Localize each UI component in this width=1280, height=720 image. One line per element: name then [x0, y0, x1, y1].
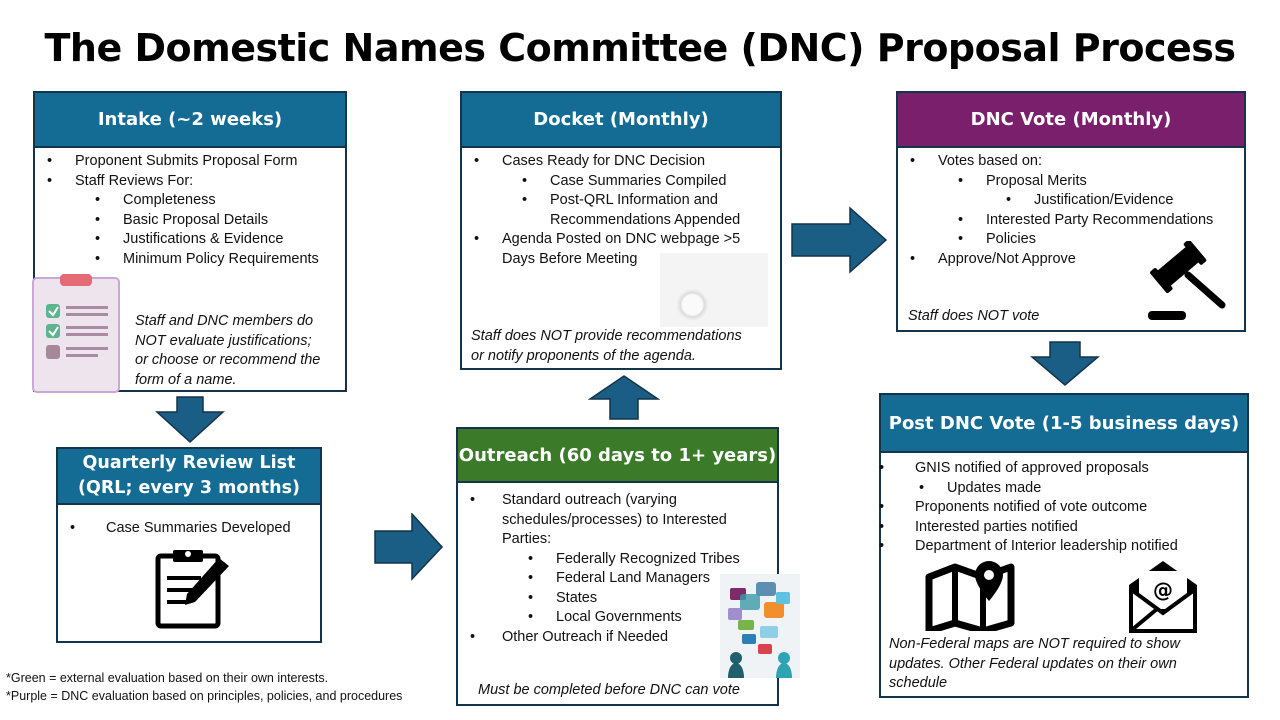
dnc-vote-header: DNC Vote (Monthly) [898, 93, 1244, 148]
docket-header: Docket (Monthly) [462, 93, 780, 148]
outreach-subitem: • States [556, 589, 769, 609]
intake-subitem: • Justifications & Evidence [123, 230, 337, 250]
vote-subitem: • Proposal Merits [986, 172, 1236, 192]
outreach-subitem: • Local Governments [556, 608, 769, 628]
intake-subitem: • Completeness [123, 191, 337, 211]
speech-bubbles-image [720, 574, 800, 678]
qrl-box [56, 447, 322, 643]
arrow-right-icon [790, 206, 888, 274]
post-item: • Department of Interior leadership notified [907, 537, 1239, 557]
outreach-note: Must be completed before DNC can vote [478, 682, 740, 698]
docket-subitem: • Post-QRL Information and [550, 191, 772, 211]
intake-header: Intake (~2 weeks) [35, 93, 345, 148]
vote-subsubitem: • Justification/Evidence [1034, 191, 1236, 211]
outreach-box: Outreach (60 days to 1+ years) • Standard outreach (varying schedules/processes) to Interested Parties: • Federally Recognized Tribes • Federal Land Managers • States • Local Governments • Other Outreach if Needed Must be completed before DNC can vote [456, 427, 779, 706]
post-dnc-vote-box [879, 393, 1249, 698]
checklist-clipboard-icon [32, 274, 120, 394]
vote-item: • Approve/Not Approve [938, 250, 1236, 270]
arrow-down-icon [1030, 341, 1100, 387]
post-dnc-vote-header: Post DNC Vote (1-5 business days) [881, 395, 1247, 453]
arrow-down-icon [155, 396, 225, 444]
docket-item: • Cases Ready for DNC Decision [502, 152, 772, 172]
dnc-vote-box [896, 91, 1246, 332]
outreach-item: • Other Outreach if Needed [498, 628, 769, 648]
post-note: Non-Federal maps are NOT required to show updates. Other Federal updates on their own schedule [889, 636, 1180, 691]
docket-note: Staff does NOT provide recommendations or notify proponents of the agenda. [471, 328, 742, 364]
paper-rolls-image [660, 253, 768, 327]
outreach-header: Outreach (60 days to 1+ years) [458, 429, 777, 483]
svg-text:@: @ [1153, 578, 1173, 602]
intake-subitem: • Minimum Policy Requirements [123, 250, 337, 270]
clipboard-pencil-icon [155, 548, 235, 630]
outreach-subitem: • Federal Land Managers [556, 569, 769, 589]
intake-note: Staff and DNC members do NOT evaluate justifications; or choose or recommend the form of a name. [135, 313, 321, 388]
post-subitem: • Updates made [947, 479, 1239, 499]
arrow-up-icon [588, 375, 660, 421]
legend [6, 669, 402, 705]
email-envelope-icon [1127, 559, 1199, 635]
legend-green: *Green = external evaluation based on their own interests. [6, 671, 329, 685]
post-item: • Proponents notified of vote outcome [907, 498, 1239, 518]
vote-subitem: • Interested Party Recommendations [986, 211, 1236, 231]
vote-subitem: • Policies [986, 230, 1236, 250]
docket-subitem: • Case Summaries Compiled [550, 172, 772, 192]
qrl-item: • Case Summaries Developed [98, 519, 312, 539]
intake-item: • Proponent Submits Proposal Form [75, 152, 337, 172]
docket-item: • Agenda Posted on DNC webpage >5 [502, 230, 772, 250]
arrow-right-icon [374, 513, 444, 581]
qrl-header: Quarterly Review List (QRL; every 3 months) [58, 449, 320, 505]
post-item: • GNIS notified of approved proposals [907, 459, 1239, 479]
gavel-icon [1142, 241, 1228, 323]
vote-note: Staff does NOT vote [908, 308, 1040, 324]
outreach-subitem: • Federally Recognized Tribes [556, 550, 769, 570]
legend-purple: *Purple = DNC evaluation based on principles, policies, and procedures [6, 689, 403, 703]
post-item: • Interested parties notified [907, 518, 1239, 538]
intake-item: • Staff Reviews For: [75, 172, 337, 192]
docket-box: Docket (Monthly) • Cases Ready for DNC Decision • Case Summaries Compiled • Post-QRL Information and Recommendations Appended • Agenda Posted on DNC webpage >5 Days Before Meeting Staff does NOT provide recommendations or notify proponents of the agenda. [460, 91, 782, 370]
map-pin-icon [925, 559, 1017, 631]
vote-item: • Votes based on: [938, 152, 1236, 172]
docket-subitem-cont: Recommendations Appended [550, 211, 741, 228]
intake-subitem: • Basic Proposal Details [123, 211, 337, 231]
page-title: The Domestic Names Committee (DNC) Proposal Process [44, 26, 1236, 70]
outreach-item: • Standard outreach (varying [498, 491, 769, 511]
